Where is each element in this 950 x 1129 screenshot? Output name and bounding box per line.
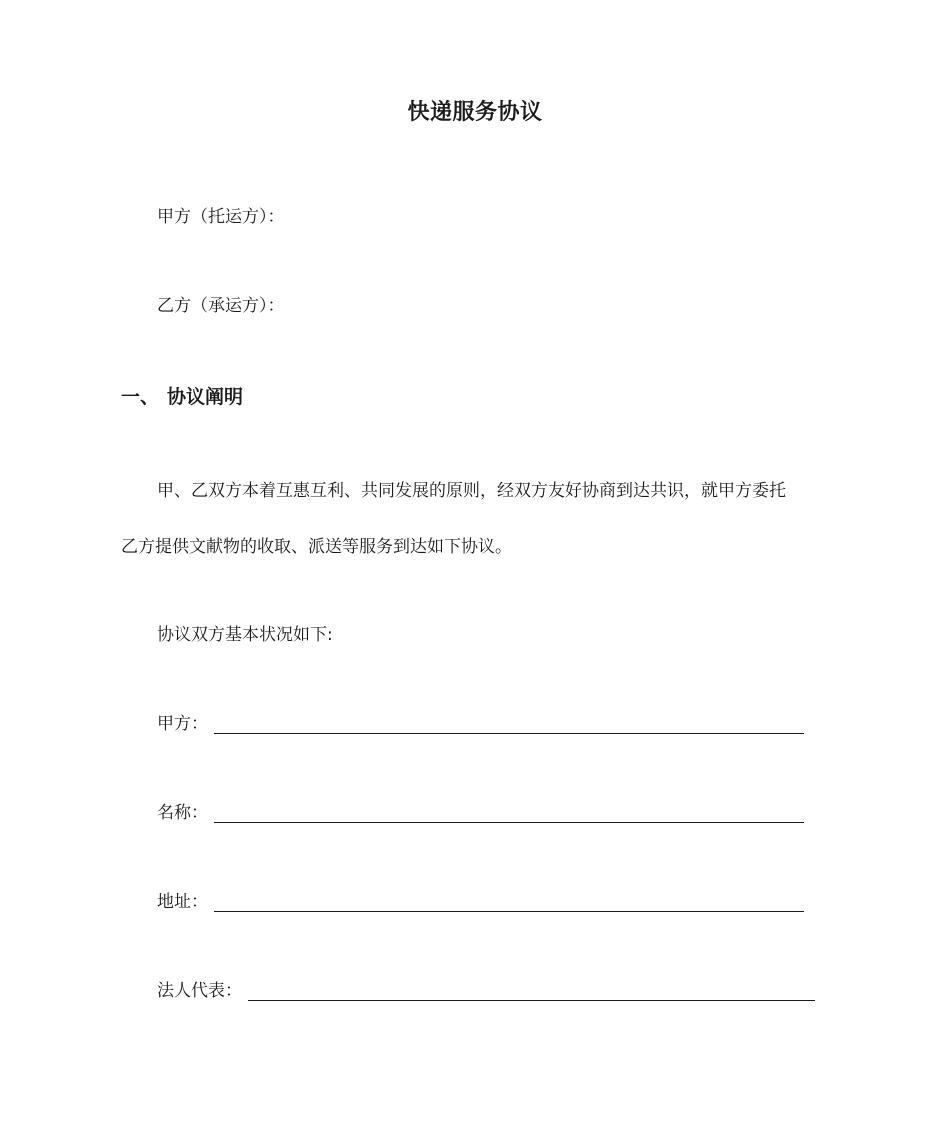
- paragraph-line-1: 甲、乙双方本着互惠互利、共同发展的原则，经双方友好协商到达共识，就甲方委托: [157, 481, 786, 501]
- fill-in-blank[interactable]: [214, 893, 804, 912]
- party-b-line: 乙方（承运方）：: [157, 296, 285, 316]
- basic-info-intro: 协议双方基本状况如下:: [157, 625, 333, 645]
- field-label: 名称：: [157, 803, 208, 823]
- section-title: 协议阐明: [167, 386, 244, 408]
- fill-in-blank[interactable]: [214, 804, 804, 823]
- paragraph-line-2: 乙方提供文献物的收取、派送等服务到达如下协议。: [121, 537, 512, 557]
- section-heading: [121, 384, 243, 410]
- fill-in-blank[interactable]: [214, 715, 804, 734]
- field-party-a: [157, 712, 804, 736]
- field-legal-representative: [157, 979, 815, 1003]
- section-number: 一、: [121, 386, 160, 408]
- field-label: 地址：: [157, 892, 208, 912]
- field-label: 法人代表：: [157, 981, 242, 1001]
- field-label: 甲方：: [157, 714, 208, 734]
- fill-in-blank[interactable]: [248, 982, 815, 1001]
- party-a-line: 甲方（托运方）：: [157, 207, 285, 227]
- field-address: [157, 890, 804, 914]
- field-name: [157, 801, 804, 825]
- document-title: 快递服务协议: [407, 100, 543, 125]
